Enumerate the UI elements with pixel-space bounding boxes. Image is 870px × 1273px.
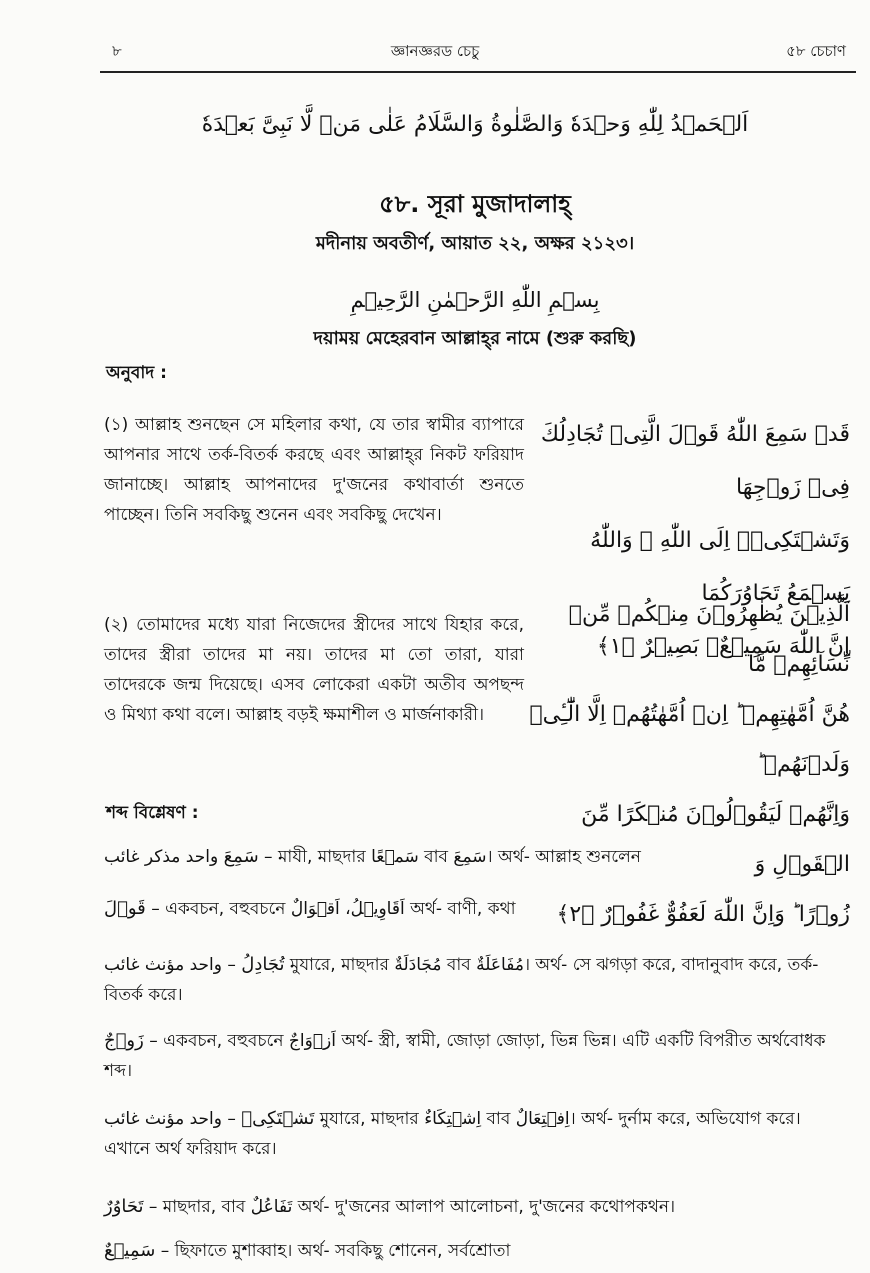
word-analysis-row [104, 1192, 840, 1222]
bismillah: بِسۡمِ اللّٰهِ الرَّحۡمٰنِ الرَّحِیۡمِ [350, 288, 600, 312]
verse-2-arabic-line: اَلَّذِیۡنَ یُظٰهِرُوۡنَ مِنۡكُمۡ مِّنۡ نِّسَآئِهِمۡ مَّا [568, 602, 850, 677]
word-analysis-row [104, 894, 840, 924]
book-title: জ্ঞানজ্ঞরড চেচু [390, 42, 480, 60]
word-analysis-row [104, 1104, 840, 1164]
analysis-term: تَشۡتَكِیۡ [241, 1108, 315, 1129]
analysis-term: سَمِعَ [223, 846, 259, 867]
surah-title: ৫৮. সূরা মুজাদালাহ্ [379, 190, 571, 218]
verse-1-arabic-line: وَتَشۡتَكِیۡۤ اِلَی اللّٰهِ ۖ وَاللّٰهُ یَسۡمَعُ تَحَاوُرَكُمَا [590, 528, 850, 606]
analysis-text: – واحد مؤنث غائب মুযারে, মাছদার اِشۡتِكَاءٌ বাব اِفۡتِعَالٌ। অর্থ- দুর্নাম করে, অভিযোগ করে। এখানে অর্থ ফরিয়াদ করে। [104, 1109, 801, 1159]
verse-1-arabic-line: اِنَّ اللّٰهَ سَمِیۡعٌۢ بَصِیۡرٌ ﴿۱﴾ [596, 634, 850, 659]
header-rule [100, 71, 856, 73]
analysis-term: تَحَاوُرٌ [104, 1196, 144, 1217]
analysis-text: – واحد مؤنث غائب মুযারে, মাছদার مُجَادَلَةٌ বাব مُفَاعَلَةٌ। অর্থ- সে ঝগড়া করে, বাদানুবাদ করে, তর্ক-বিতর্ক করে। [104, 955, 819, 1005]
analysis-text: – ছিফাতে মুশাব্বাহ। অর্থ- সবকিছু শোনেন, সর্বশ্রোতা [160, 1241, 511, 1261]
chapter-label: ৫৮ চেচাণ [786, 42, 846, 60]
verse-2-arabic [520, 590, 850, 940]
verse-1-translation: (১) আল্লাহ শুনছেন সে মহিলার কথা, যে তার স্বামীর ব্যাপারে আপনার সাথে তর্ক-বিতর্ক করছে এবং আল্লাহ্‌র নিকট ফরিয়াদ জানাচ্ছে। আল্লাহ আপনাদের দু'জনের কথাবার্তা শুনতে পাচ্ছেন। তিনি সবকিছু শুনেন এবং সবকিছু দেখেন। [104, 415, 524, 525]
verse-1-arabic-line: قَدۡ سَمِعَ اللّٰهُ قَوۡلَ الَّتِیۡ تُجَادِلُكَ فِیۡ زَوۡجِهَا [540, 422, 850, 500]
analysis-term: زَوۡجٌ [104, 1030, 144, 1051]
analysis-term: سَمِیۡعٌ [104, 1240, 156, 1261]
word-analysis-heading: শব্দ বিশ্লেষণ : [106, 803, 199, 823]
page-number: ৮ [112, 42, 122, 60]
translation-heading: অনুবাদ : [106, 363, 167, 383]
word-analysis-row [104, 842, 840, 872]
word-analysis-row [104, 1026, 840, 1086]
analysis-text: واحد مذكر غائب – মাযী, মাছদার سَمۡعًا বাব سَمِعَ। অর্থ- আল্লাহ শুনলেন [104, 847, 641, 867]
analysis-term: قَوۡلَ [104, 898, 146, 919]
analysis-text: – মাছদার, বাব تَفَاعُلٌ অর্থ- দু'জনের আলাপ আলোচনা, দু'জনের কথোপকথন। [148, 1197, 676, 1217]
verse-2-arabic-line: وَاِنَّهُمۡ لَیَقُوۡلُوۡنَ مُنۡكَرًا مِّنَ الۡقَوۡلِ وَ [581, 802, 850, 877]
word-analysis-row [104, 1236, 840, 1266]
revelation-info: মদীনায় অবতীর্ণ, আয়াত ২২, অক্ষর ২১২৩। [315, 233, 635, 254]
analysis-text: – একবচন, বহুবচনে اَزۡوَاجٌ অর্থ- স্ত্রী, স্বামী, জোড়া জোড়া, ভিন্ন ভিন্ন। এটি একটি বিপরীত অর্থবোধক শব্দ। [104, 1031, 826, 1081]
hamd-line: اَلۡحَمۡدُ لِلّٰهِ وَحۡدَهٗ وَالصَّلٰوةُ وَالسَّلَامُ عَلٰی مَنۡ لَّا نَبِیَّ بَعۡدَهٗ [201, 112, 749, 137]
verse-2-translation: (২) তোমাদের মধ্যে যারা নিজেদের স্ত্রীদের সাথে যিহার করে, তাদের স্ত্রীরা তাদের মা নয়। তাদের মা তো তারা, যারা তাদেরকে জন্ম দিয়েছে। এসব লোকেরা একটা অতীব অপছন্দ ও মিথ্যা কথা বলে। আল্লাহ বড়ই ক্ষমাশীল ও মার্জনাকারী। [104, 615, 524, 725]
analysis-term: تُجَادِلُ [241, 954, 285, 975]
verse-2-arabic-line: هُنَّ اُمَّهٰتِهِمۡ ؕ اِنۡ اُمَّهٰتُهُمۡ اِلَّا الّٰٓـِٔیۡ وَلَدۡنَهُمۡ ؕ [529, 702, 850, 777]
word-analysis-row [104, 950, 840, 1010]
verse-2-arabic-line: زُوۡرًا ؕ وَاِنَّ اللّٰهَ لَعَفُوٌّ غَفُوۡرٌ ﴿۲﴾ [556, 902, 850, 927]
page-header [0, 30, 870, 70]
analysis-text: – একবচন, বহুবচনে اَقَاوِیۡلُ، اَقۡوَالٌ অর্থ- বাণী, কথা [151, 899, 516, 919]
bismillah-translation: দয়াময় মেহেরবান আল্লাহ্‌র নামে (শুরু করছি) [313, 328, 637, 349]
